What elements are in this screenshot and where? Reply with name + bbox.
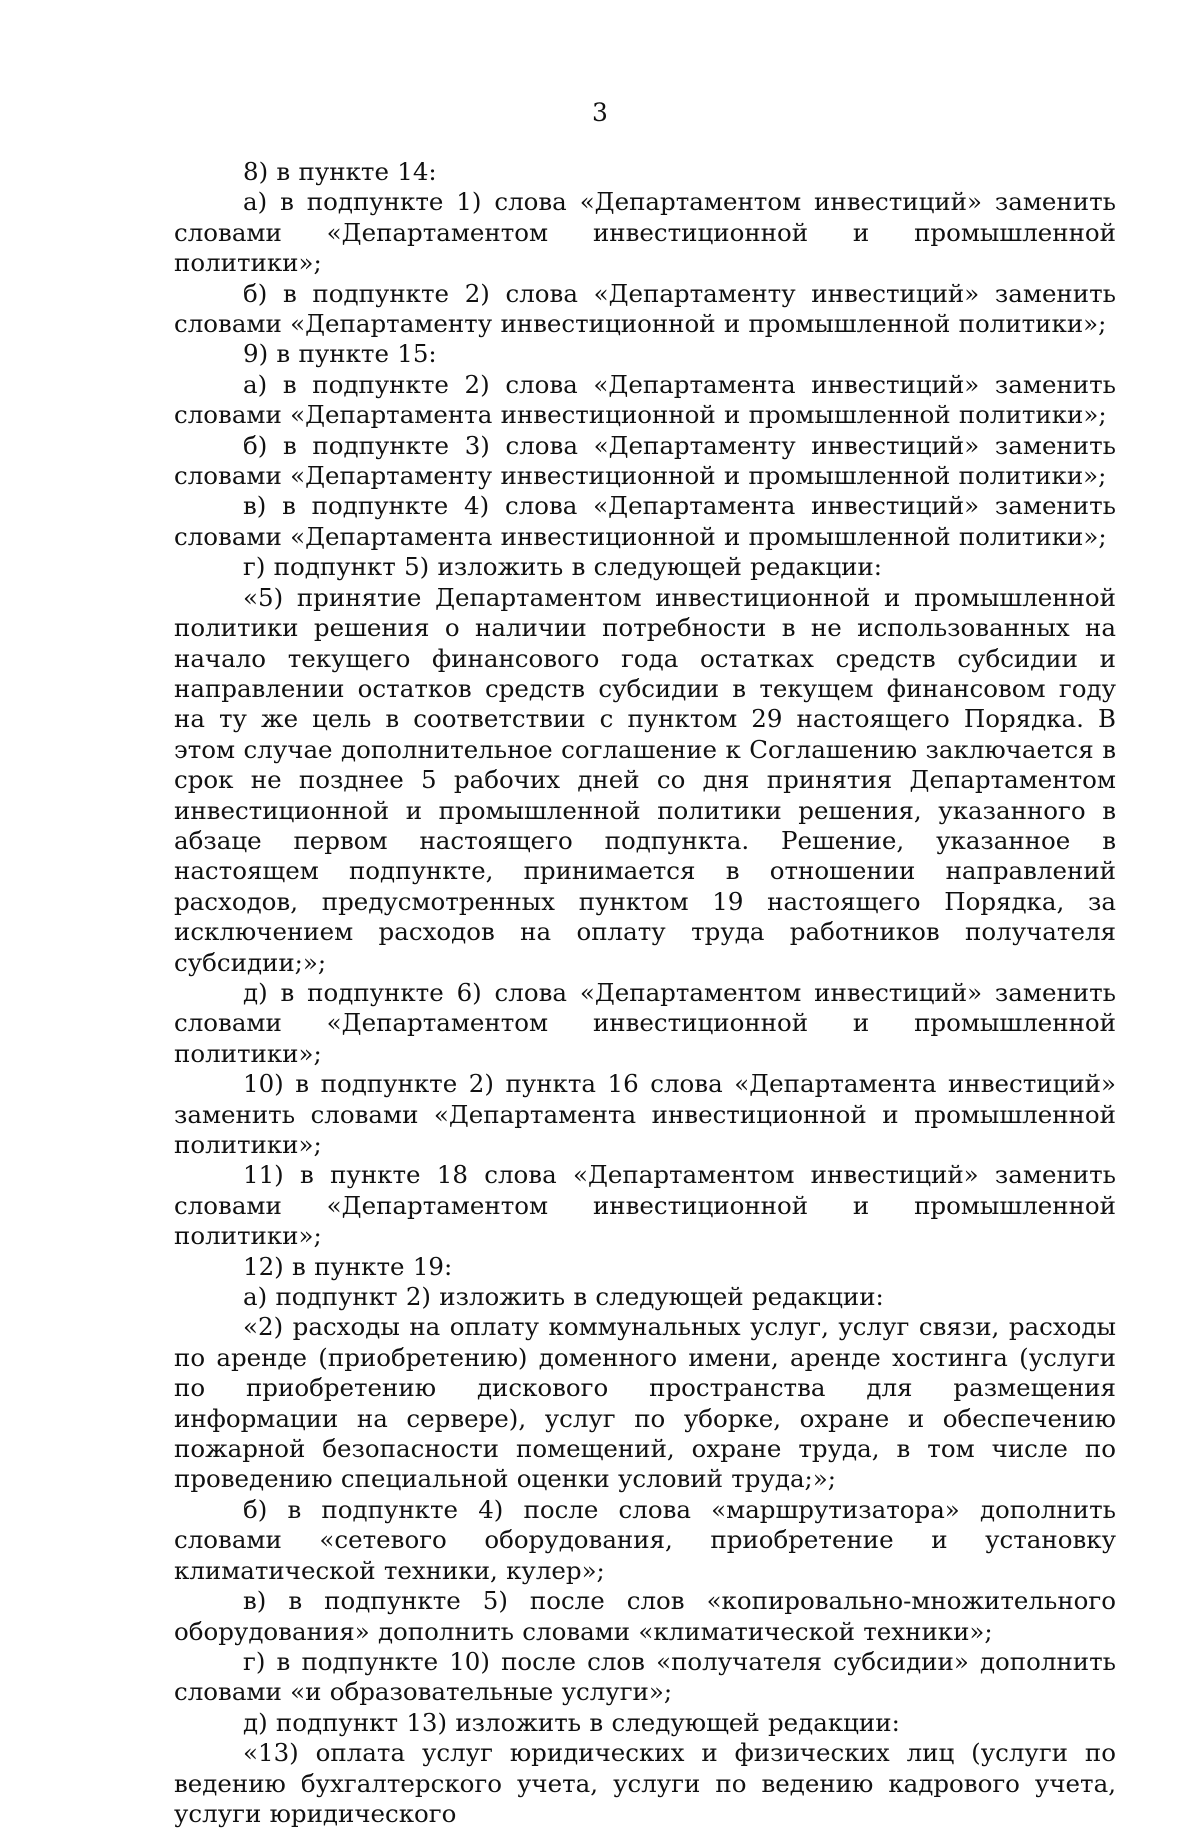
paragraph-9b: б) в подпункте 3) слова «Департаменту инвестиций» заменить словами «Департаменту инвестиционной и промышленной политики»; (174, 430, 1116, 491)
paragraph-12d-quote: «13) оплата услуг юридических и физических лиц (услуги по ведению бухгалтерского учета, услуги по ведению кадрового учета, услуги юридического (174, 1738, 1116, 1828)
paragraph-12: 12) в пункте 19: (243, 1251, 453, 1281)
paragraph-12b: б) в подпункте 4) после слова «маршрутизатора» дополнить словами «сетевого оборудования, приобретение и установку климатической техники, кулер»; (174, 1494, 1116, 1585)
paragraph-8a: а) в подпункте 1) слова «Департаментом инвестиций» заменить словами «Департаментом инвестиционной и промышленной политики»; (174, 187, 1116, 278)
paragraph-8: 8) в пункте 14: (243, 157, 437, 186)
paragraph-9a: а) в подпункте 2) слова «Департамента инвестиций» заменить словами «Департамента инвестиционной и промышленной политики»; (174, 369, 1116, 430)
page-number: 3 (592, 98, 608, 127)
paragraph-12a-quote: «2) расходы на оплату коммунальных услуг, услуг связи, расходы по аренде (приобретению) доменного имени, аренде хостинга (услуги по приобретению дискового пространства для размещения информации на сервере), услуг по уборке, охране и обеспечению пожарной безопасности помещений, охране труда, в том числе по проведению специальной оценки условий труда;»; (174, 1312, 1116, 1494)
paragraph-9g-quote: «5) принятие Департаментом инвестиционной и промышленной политики решения о наличии потребности в не использованных на начало текущего финансового года остатках средств субсидии и направлении остатков средств субсидии в текущем финансовом году на ту же цель в соответствии с пунктом 29 настоящего Порядка. В этом случае дополнительное соглашение к Соглашению заключается в срок не позднее 5 рабочих дней со дня принятия Департаментом инвестиционной и промышленной политики решения, указанного в абзаце первом настоящего подпункта. Решение, указанное в настоящем подпункте, принимается в отношении направлений расходов, предусмотренных пунктом 19 настоящего Порядка, за исключением расходов на оплату труда работников получателя субсидии;»; (174, 582, 1116, 977)
paragraph-12g: г) в подпункте 10) после слов «получателя субсидии» дополнить словами «и образовательные услуги»; (174, 1646, 1116, 1707)
paragraph-12d: д) подпункт 13) изложить в следующей редакции: (243, 1707, 900, 1737)
document-body (174, 157, 1116, 1829)
paragraph-9g: г) подпункт 5) изложить в следующей редакции: (243, 552, 883, 582)
paragraph-8b: б) в подпункте 2) слова «Департаменту инвестиций» заменить словами «Департаменту инвестиционной и промышленной политики»; (174, 278, 1116, 339)
paragraph-9v: в) в подпункте 4) слова «Департамента инвестиций» заменить словами «Департамента инвестиционной и промышленной политики»; (174, 491, 1116, 551)
paragraph-12v: в) в подпункте 5) после слов «копировально-множительного оборудования» дополнить словами «климатической техники»; (174, 1586, 1116, 1646)
paragraph-11: 11) в пункте 18 слова «Департаментом инвестиций» заменить словами «Департаментом инвестиционной и промышленной политики»; (174, 1160, 1116, 1251)
paragraph-10: 10) в подпункте 2) пункта 16 слова «Департамента инвестиций» заменить словами «Департамента инвестиционной и промышленной политики»; (174, 1069, 1116, 1159)
paragraph-12a: а) подпункт 2) изложить в следующей редакции: (243, 1282, 884, 1312)
paragraph-9d: д) в подпункте 6) слова «Департаментом инвестиций» заменить словами «Департаментом инвестиционной и промышленной политики»; (174, 977, 1116, 1068)
paragraph-9: 9) в пункте 15: (243, 339, 437, 369)
